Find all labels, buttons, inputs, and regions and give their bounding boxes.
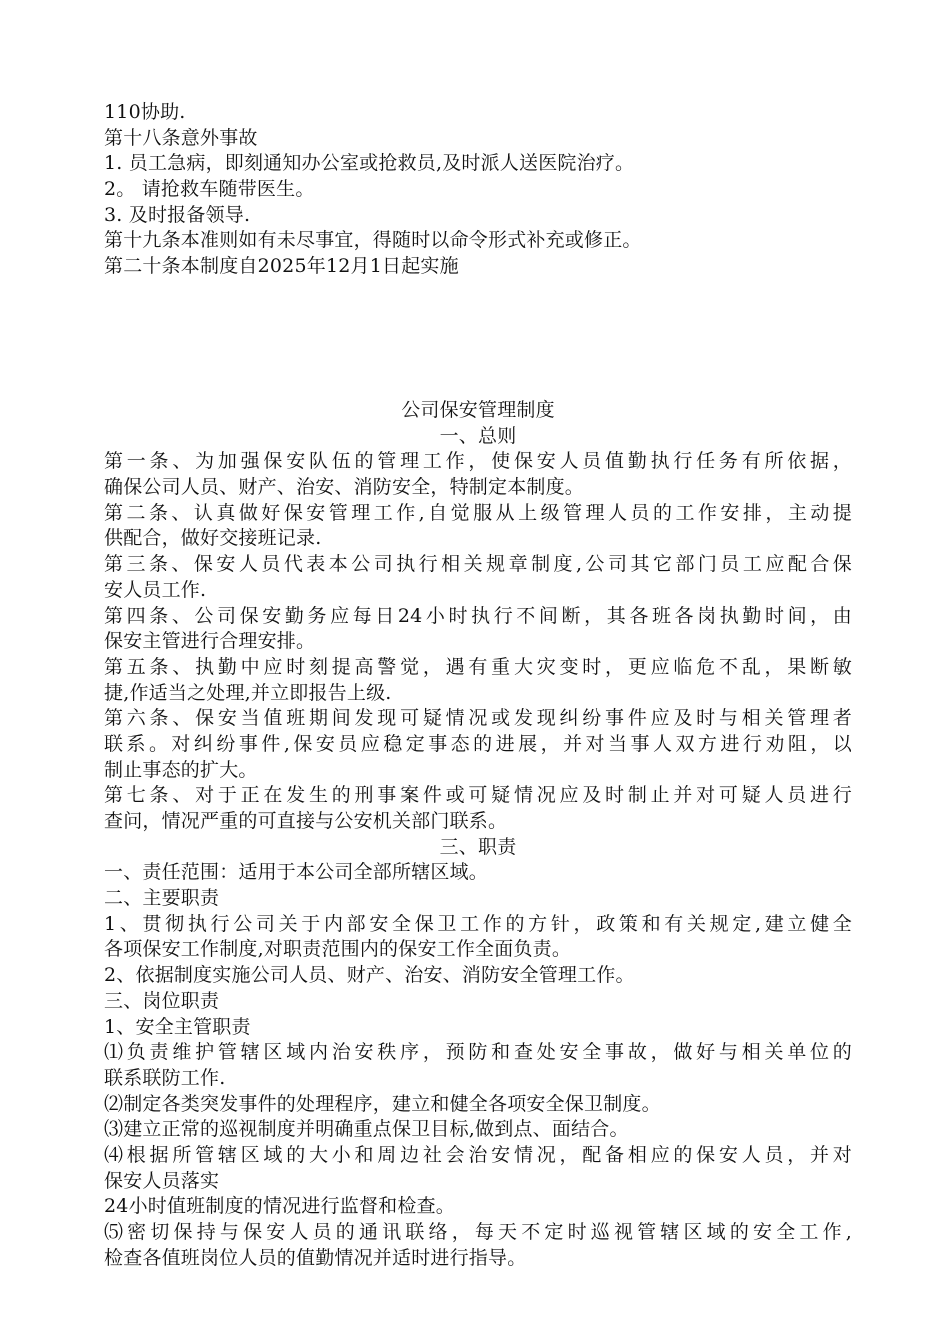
- duty-1-line: 1、贯彻执行公司关于内部安全保卫工作的方针，政策和有关规定,建立健全: [104, 912, 852, 935]
- article-3-line: 第三条、保安人员代表本公司执行相关规章制度,公司其它部门员工应配合保: [104, 553, 852, 576]
- duty-2-line: 2、依据制度实施公司人员、财产、治安、消防安全管理工作。: [104, 964, 635, 987]
- section-heading-duties: 三、职责: [439, 835, 517, 858]
- supervisor-duties-heading: 1、安全主管职责: [104, 1015, 251, 1038]
- supervisor-item-4: 保安人员落实: [104, 1169, 220, 1192]
- article-19: 第十九条本准则如有未尽事宜，得随时以命令形式补充或修正。: [104, 229, 642, 252]
- article-6-line: 联系。对纠纷事件,保安员应稳定事态的进展，并对当事人双方进行劝阻，以: [104, 732, 852, 755]
- article-2-line: 供配合，做好交接班记录.: [104, 527, 322, 550]
- list-item: 2。 请抢救车随带医生。: [104, 178, 315, 201]
- supervisor-item-4: 24小时值班制度的情况进行监督和检查。: [104, 1195, 455, 1218]
- document-title: 公司保安管理制度: [401, 399, 555, 421]
- supervisor-item-1: 联系联防工作.: [104, 1066, 226, 1089]
- article-5-line: 第五条、执勤中应时刻提高警觉，遇有重大灾变时，更应临危不乱，果断敏: [104, 655, 852, 678]
- article-6-line: 制止事态的扩大。: [104, 758, 258, 781]
- supervisor-item-1: ⑴负责维护管辖区域内治安秩序，预防和查处安全事故，做好与相关单位的: [104, 1041, 852, 1064]
- article-5-line: 捷,作适当之处理,并立即报告上级.: [104, 681, 392, 704]
- duty-1-line: 各项保安工作制度,对职责范围内的保安工作全面负责。: [104, 938, 572, 961]
- article-18-heading: 第十八条意外事故: [104, 126, 258, 149]
- article-7-line: 查问，情况严重的可直接与公安机关部门联系。: [104, 810, 508, 832]
- supervisor-item-4: ⑷根据所管辖区域的大小和周边社会治安情况，配备相应的保安人员，并对: [104, 1143, 852, 1166]
- article-4-line: 保安主管进行合理安排。: [104, 630, 316, 653]
- supervisor-item-2: ⑵制定各类突发事件的处理程序，建立和健全各项安全保卫制度。: [104, 1092, 661, 1115]
- article-7-line: 第七条、对于正在发生的刑事案件或可疑情况应及时制止并对可疑人员进行: [104, 784, 852, 807]
- section-heading-general: 一、总则: [439, 424, 517, 447]
- article-2-line: 第二条、认真做好保安管理工作,自觉服从上级管理人员的工作安排，主动提: [104, 501, 852, 524]
- previous-section-tail: [104, 100, 852, 280]
- article-1-line: 第一条、为加强保安队伍的管理工作，使保安人员值勤执行任务有所依据，: [104, 450, 852, 473]
- article-20: 第二十条本制度自2025年12月1日起实施: [104, 255, 459, 278]
- list-item: 3. 及时报备领导.: [104, 203, 251, 226]
- post-duties-heading: 三、岗位职责: [104, 989, 220, 1012]
- text-line: 110协助.: [104, 101, 186, 123]
- article-1-line: 确保公司人员、财产、治安、消防安全，特制定本制度。: [104, 476, 585, 499]
- supervisor-item-3: ⑶建立正常的巡视制度并明确重点保卫目标,做到点、面结合。: [104, 1118, 629, 1141]
- article-6-line: 第六条、保安当值班期间发现可疑情况或发现纠纷事件应及时与相关管理者: [104, 707, 852, 730]
- main-duties-heading: 二、主要职责: [104, 887, 220, 910]
- supervisor-item-5: 检查各值班岗位人员的值勤情况并适时进行指导。: [104, 1246, 527, 1269]
- article-3-line: 安人员工作.: [104, 578, 207, 601]
- supervisor-item-5: ⑸密切保持与保安人员的通讯联络，每天不定时巡视管辖区域的安全工作,: [104, 1221, 852, 1243]
- scope-line: 一、责任范围：适用于本公司全部所辖区域。: [104, 861, 489, 884]
- security-regulations-section: [104, 398, 852, 1271]
- article-4-line: 第四条、公司保安勤务应每日24小时执行不间断，其各班各岗执勤时间，由: [104, 604, 852, 627]
- list-item: 1. 员工急病，即刻通知办公室或抢救员,及时派人送医院治疗。: [104, 152, 635, 175]
